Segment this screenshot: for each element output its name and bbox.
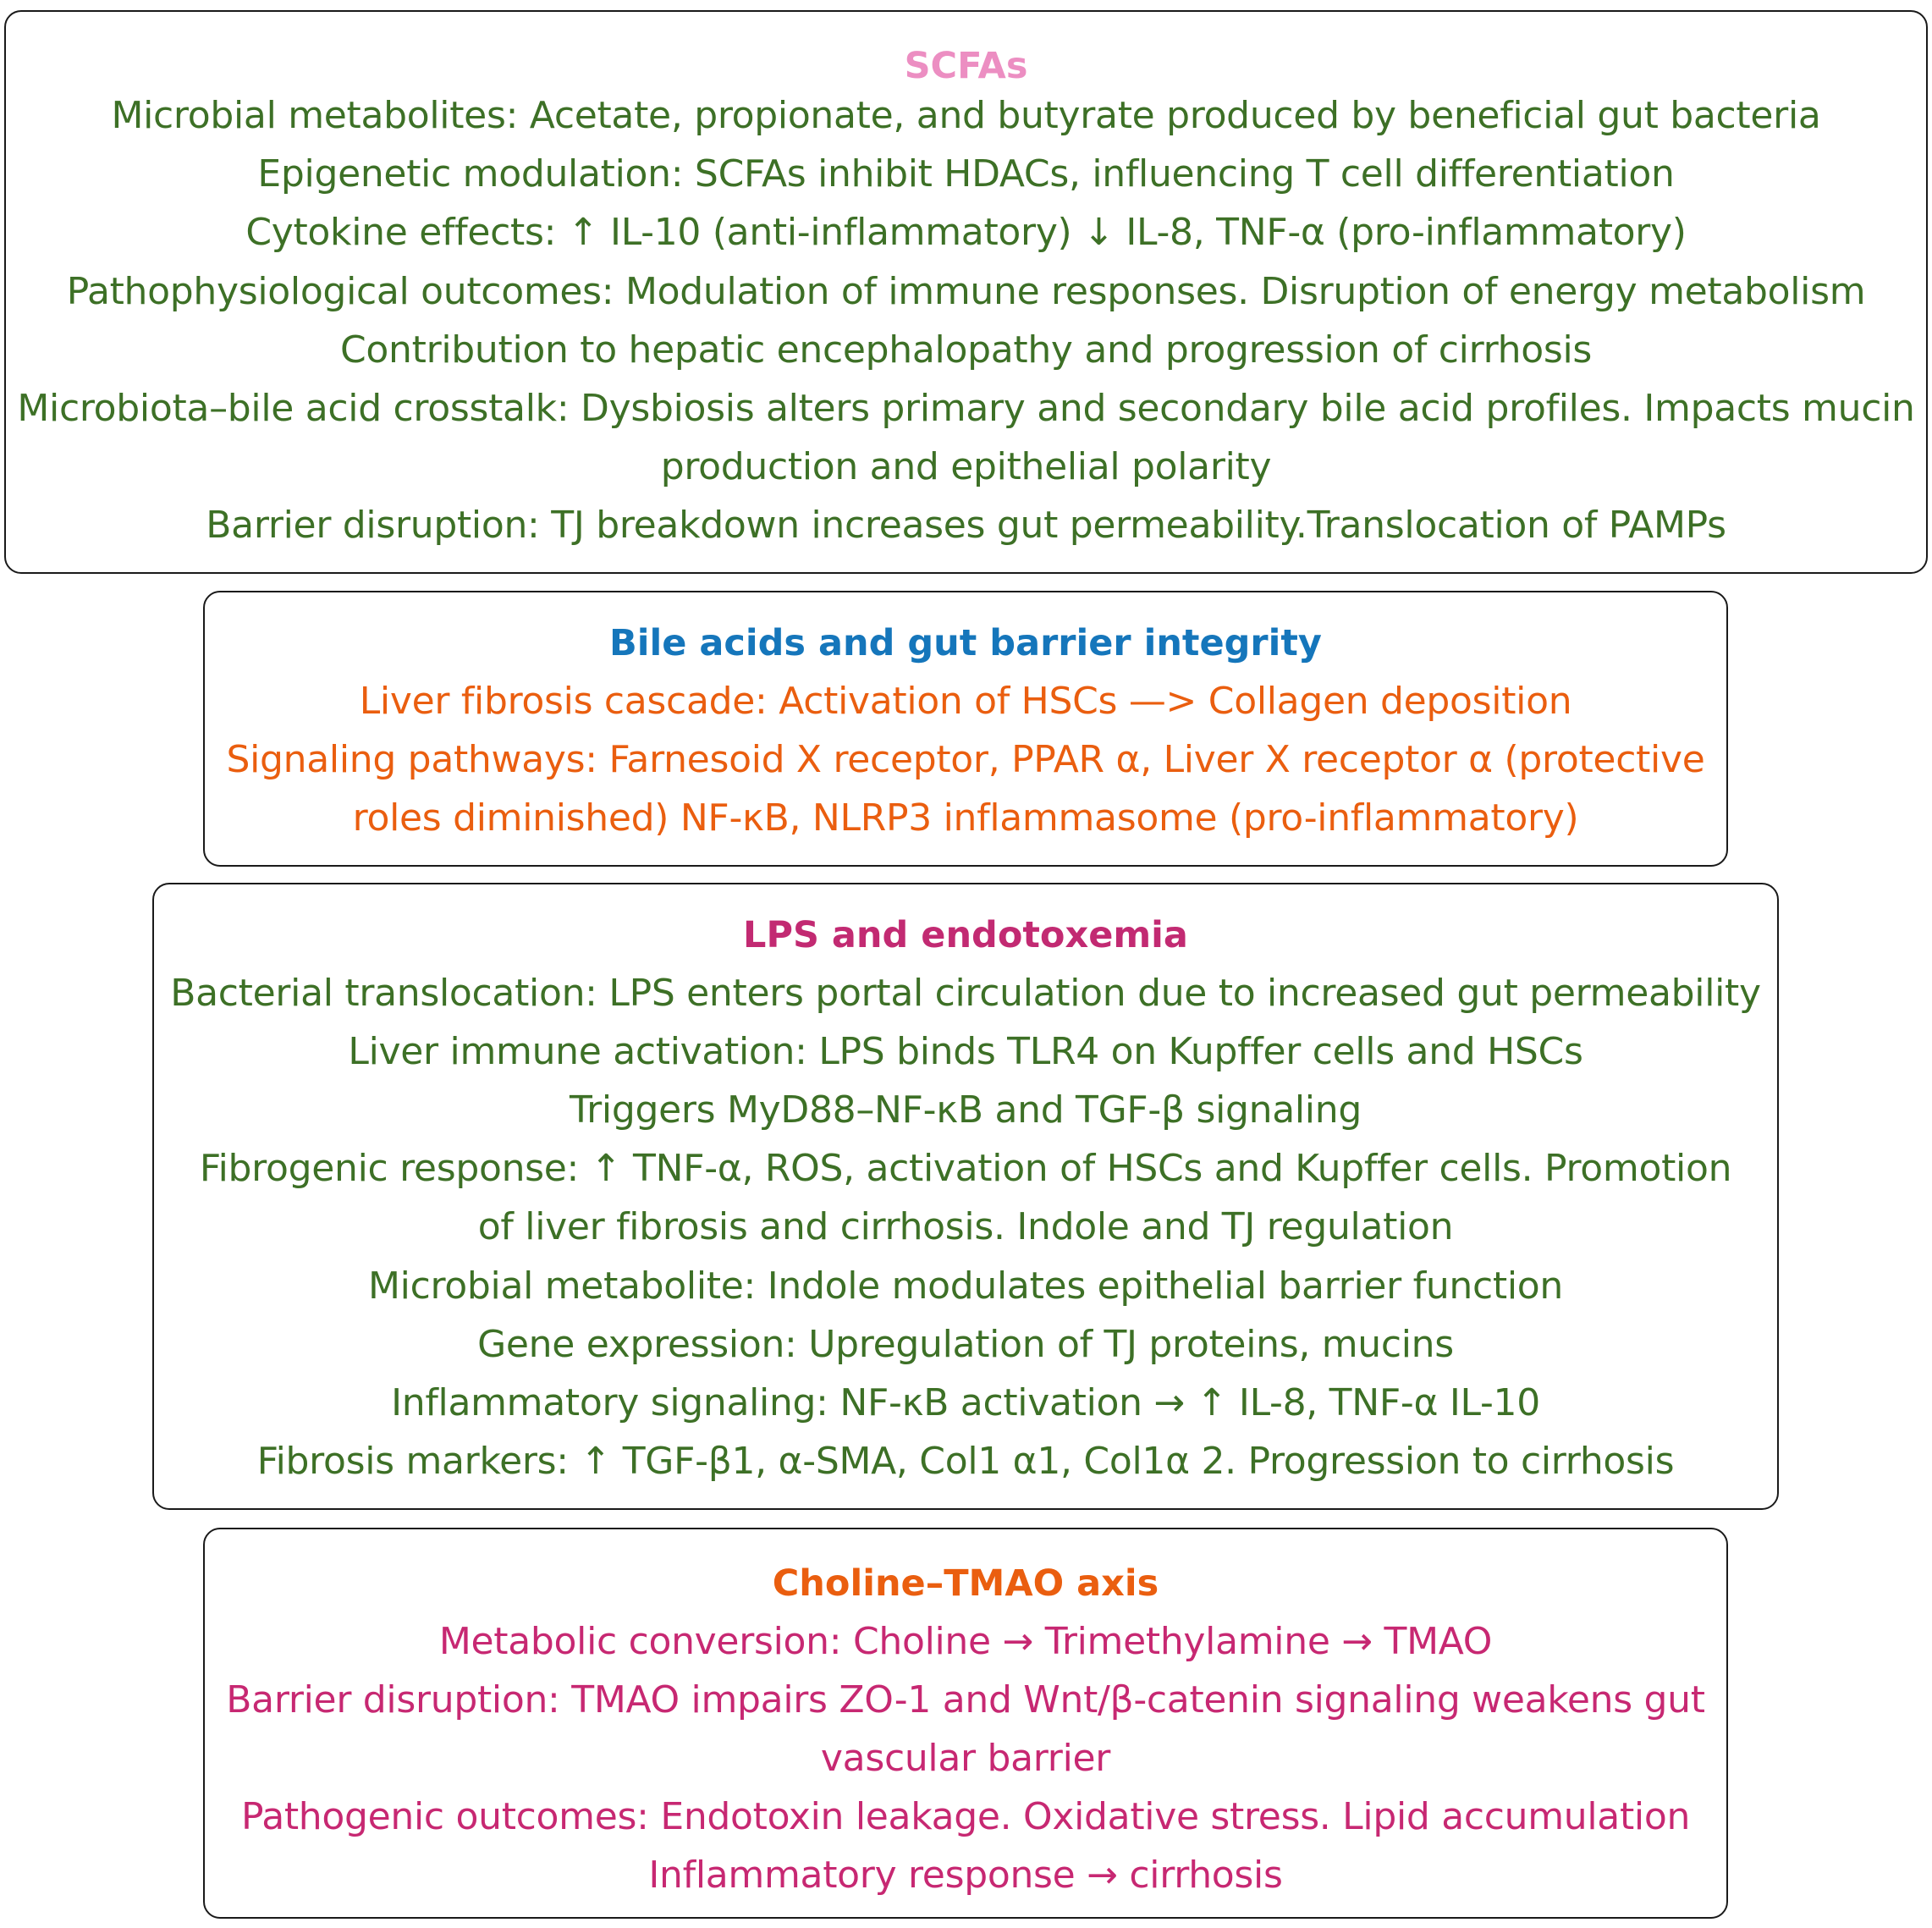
lps-line: Microbial metabolite: Indole modulates epithelial barrier function	[367, 1264, 1563, 1308]
lps-line: Gene expression: Upregulation of TJ proteins, mucins	[477, 1323, 1454, 1366]
choline-tmao-line: Inflammatory response → cirrhosis	[648, 1854, 1283, 1897]
bile-acids-panel	[203, 591, 1728, 867]
choline-tmao-panel	[203, 1528, 1728, 1919]
choline-tmao-line: vascular barrier	[820, 1737, 1111, 1780]
choline-tmao-line: Barrier disruption: TMAO impairs ZO-1 and Wnt/β-catenin signaling weakens gut	[226, 1678, 1705, 1721]
scfa-line: Microbial metabolites: Acetate, propionate, and butyrate produced by beneficial gut bacteria	[111, 94, 1821, 137]
bile-acids-line: roles diminished) NF-κB, NLRP3 inflammasome (pro-inflammatory)	[352, 796, 1579, 840]
lps-line: Fibrogenic response: ↑ TNF-α, ROS, activation of HSCs and Kupffer cells. Promotion	[199, 1147, 1732, 1190]
bile-acids-title: Bile acids and gut barrier integrity	[609, 622, 1322, 664]
choline-tmao-line: Metabolic conversion: Choline → Trimethylamine → TMAO	[438, 1620, 1493, 1663]
lps-line: Inflammatory signaling: NF-κB activation → ↑ IL-8, TNF-α IL-10	[391, 1381, 1540, 1424]
lps-line: of liver fibrosis and cirrhosis. Indole and TJ regulation	[477, 1205, 1454, 1248]
scfa-panel	[4, 10, 1928, 574]
scfa-line: Pathophysiological outcomes: Modulation of immune responses. Disruption of energy metabolism	[66, 270, 1866, 313]
choline-tmao-title: Choline–TMAO axis	[772, 1562, 1159, 1605]
bile-acids-line: Signaling pathways: Farnesoid X receptor, PPAR α, Liver X receptor α (protective	[226, 738, 1705, 781]
scfa-line: production and epithelial polarity	[660, 445, 1272, 488]
lps-line: Triggers MyD88–NF-κB and TGF-β signaling	[570, 1088, 1362, 1132]
scfa-line: Microbiota–bile acid crosstalk: Dysbiosis alters primary and secondary bile acid profiles. Impacts mucin	[17, 387, 1915, 430]
lps-title: LPS and endotoxemia	[743, 914, 1188, 956]
scfa-line: Cytokine effects: ↑ IL-10 (anti-inflammatory) ↓ IL-8, TNF-α (pro-inflammatory)	[245, 211, 1687, 254]
lps-line: Liver immune activation: LPS binds TLR4 on Kupffer cells and HSCs	[348, 1030, 1583, 1073]
scfa-line: Epigenetic modulation: SCFAs inhibit HDACs, influencing T cell differentiation	[257, 152, 1675, 196]
scfa-line: Barrier disruption: TJ breakdown increases gut permeability.Translocation of PAMPs	[206, 504, 1726, 547]
lps-line: Bacterial translocation: LPS enters portal circulation due to increased gut permeability	[170, 972, 1761, 1015]
choline-tmao-line: Pathogenic outcomes: Endotoxin leakage. Oxidative stress. Lipid accumulation	[240, 1795, 1691, 1838]
bile-acids-line: Liver fibrosis cascade: Activation of HSCs —> Collagen deposition	[359, 680, 1572, 723]
scfa-title: SCFAs	[904, 45, 1028, 87]
scfa-line: Contribution to hepatic encephalopathy and progression of cirrhosis	[340, 328, 1592, 372]
lps-panel	[152, 883, 1779, 1510]
lps-line: Fibrosis markers: ↑ TGF-β1, α-SMA, Col1 α1, Col1α 2. Progression to cirrhosis	[256, 1440, 1675, 1483]
